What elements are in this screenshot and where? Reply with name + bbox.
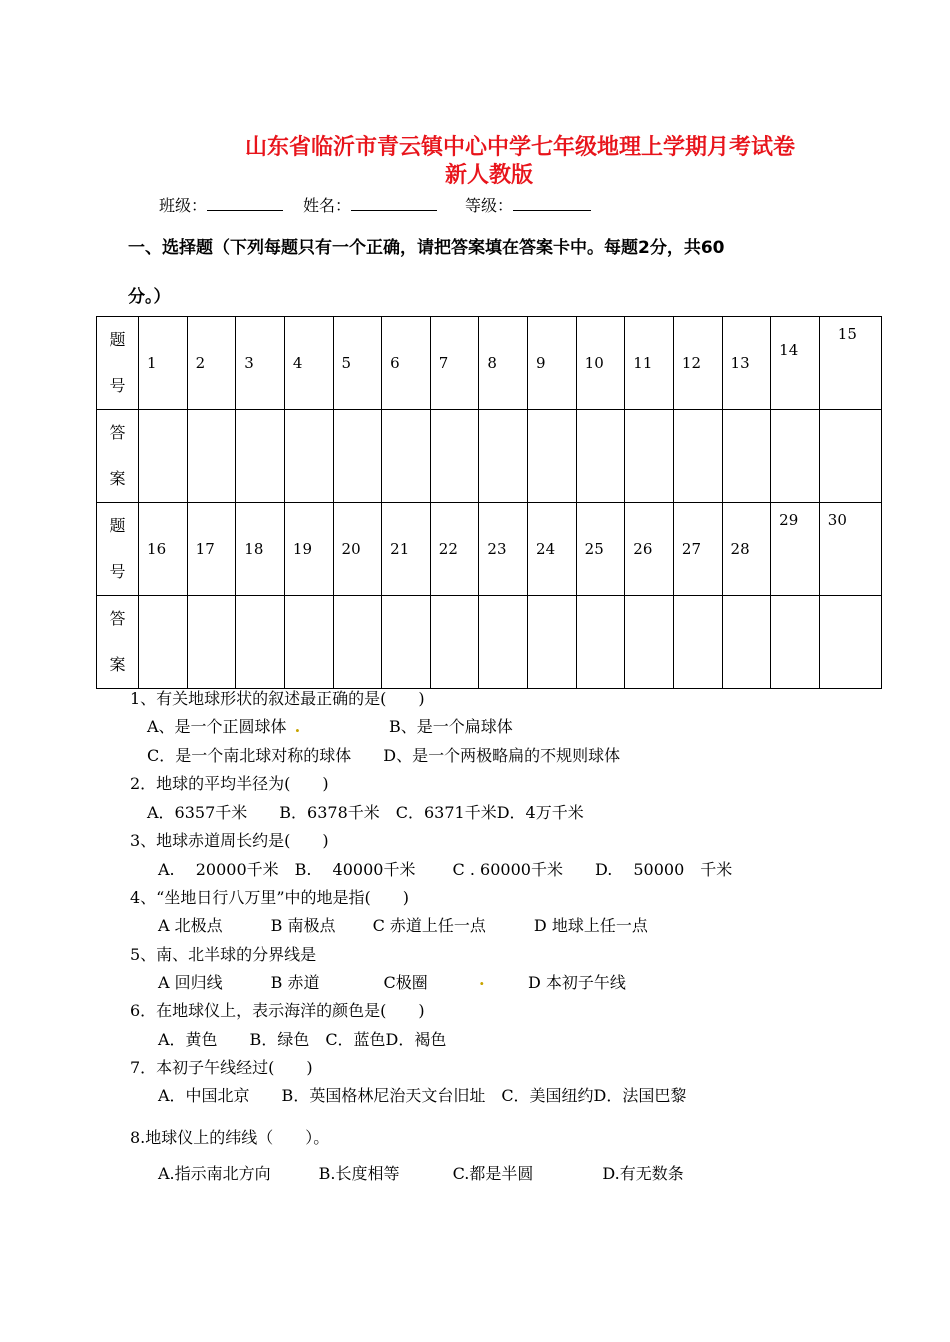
question-number-cell: 2 <box>187 317 236 410</box>
question-7: 7．本初子午线经过( ) <box>130 1058 313 1077</box>
document-subtitle: 新人教版 <box>444 162 533 188</box>
answer-cell[interactable] <box>382 410 431 503</box>
question-2-options: A．6357千米 B．6378千米 C．6371千米D．4万千米 <box>147 803 584 822</box>
question-number-cell: 19 <box>284 503 333 596</box>
question-number-cell: 23 <box>479 503 528 596</box>
question-number-cell: 7 <box>430 317 479 410</box>
answer-cell[interactable] <box>382 596 431 689</box>
question-number-cell: 13 <box>722 317 771 410</box>
answer-table <box>96 316 882 689</box>
question-3-options: A. 20000千米 B. 40000千米 C . 60000千米 D. 50000 千米 <box>158 860 733 879</box>
answer-cell[interactable] <box>771 410 820 503</box>
name-label: 姓名： <box>303 196 352 215</box>
question-4-options: A 北极点 B 南极点 C 赤道上任一点 D 地球上任一点 <box>158 916 648 935</box>
question-6: 6．在地球仪上，表示海洋的颜色是( ) <box>130 1001 425 1020</box>
question-number-cell: 10 <box>576 317 625 410</box>
answer-cell[interactable] <box>771 596 820 689</box>
answer-cell[interactable] <box>479 596 528 689</box>
question-number-cell: 12 <box>673 317 722 410</box>
question-7-options: A．中国北京 B．英国格林尼治天文台旧址 C．美国纽约D．法国巴黎 <box>158 1086 687 1105</box>
question-number-cell: 22 <box>430 503 479 596</box>
question-4: 4、“坐地日行八万里”中的地是指( ) <box>130 888 410 907</box>
grade-blank[interactable] <box>513 196 591 211</box>
section-heading-cont: 分。） <box>128 287 171 307</box>
question-number-cell: 4 <box>284 317 333 410</box>
answer-cell[interactable] <box>576 410 625 503</box>
question-5: 5、南、北半球的分界线是 <box>130 945 317 964</box>
answer-cell[interactable] <box>284 410 333 503</box>
dot-mark: . <box>294 717 301 736</box>
answer-cell[interactable] <box>187 596 236 689</box>
question-number-cell: 28 <box>722 503 771 596</box>
question-5-option-d: D 本初子午线 <box>528 973 626 992</box>
answer-cell[interactable] <box>528 596 577 689</box>
table-row <box>97 596 882 689</box>
question-6-options: A．黄色 B．绿色 C．蓝色D．褐色 <box>158 1030 447 1049</box>
answer-cell[interactable] <box>139 596 188 689</box>
question-number-header: 题 号 <box>97 317 139 410</box>
answer-cell[interactable] <box>819 410 881 503</box>
answer-cell[interactable] <box>819 596 881 689</box>
question-number-cell: 29 <box>771 503 820 596</box>
answer-cell[interactable] <box>576 596 625 689</box>
question-8: 8.地球仪上的纬线（ ）。 <box>130 1128 330 1147</box>
student-info-line <box>159 193 591 216</box>
question-number-cell: 25 <box>576 503 625 596</box>
answer-header: 答 案 <box>97 410 139 503</box>
question-1: 1、有关地球形状的叙述最正确的是( ) <box>130 689 425 708</box>
answer-cell[interactable] <box>284 596 333 689</box>
answer-cell[interactable] <box>722 596 771 689</box>
answer-cell[interactable] <box>333 596 382 689</box>
question-number-header: 题 号 <box>97 503 139 596</box>
class-label: 班级： <box>159 196 208 215</box>
question-number-cell: 11 <box>625 317 674 410</box>
grade-label: 等级： <box>465 196 514 215</box>
answer-cell[interactable] <box>236 596 285 689</box>
dot-mark: . <box>479 970 485 989</box>
question-number-cell: 17 <box>187 503 236 596</box>
answer-cell[interactable] <box>673 596 722 689</box>
table-row <box>97 410 882 503</box>
answer-cell[interactable] <box>625 410 674 503</box>
question-number-cell: 20 <box>333 503 382 596</box>
question-number-cell: 16 <box>139 503 188 596</box>
name-blank[interactable] <box>351 196 437 211</box>
answer-header: 答 案 <box>97 596 139 689</box>
answer-cell[interactable] <box>187 410 236 503</box>
question-number-cell: 27 <box>673 503 722 596</box>
question-number-cell: 26 <box>625 503 674 596</box>
class-blank[interactable] <box>207 196 283 211</box>
answer-cell[interactable] <box>625 596 674 689</box>
answer-cell[interactable] <box>430 596 479 689</box>
table-row <box>97 503 882 596</box>
question-number-cell: 9 <box>528 317 577 410</box>
answer-cell[interactable] <box>236 410 285 503</box>
question-number-cell: 1 <box>139 317 188 410</box>
question-8-options: A.指示南北方向 B.长度相等 C.都是半圆 D.有无数条 <box>158 1164 684 1183</box>
question-3: 3、地球赤道周长约是( ) <box>130 831 329 850</box>
question-number-cell: 15 <box>819 317 881 410</box>
question-1-options-cd: C．是一个南北球对称的球体 D、是一个两极略扁的不规则球体 <box>147 746 621 765</box>
answer-cell[interactable] <box>673 410 722 503</box>
document-title: 山东省临沂市青云镇中心中学七年级地理上学期月考试卷 <box>244 134 795 160</box>
question-number-cell: 3 <box>236 317 285 410</box>
question-2: 2．地球的平均半径为( ) <box>130 774 329 793</box>
question-number-cell: 5 <box>333 317 382 410</box>
question-number-cell: 14 <box>771 317 820 410</box>
answer-cell[interactable] <box>528 410 577 503</box>
answer-cell[interactable] <box>722 410 771 503</box>
question-number-cell: 6 <box>382 317 431 410</box>
question-1-option-b: B、是一个扁球体 <box>389 717 513 736</box>
answer-cell[interactable] <box>333 410 382 503</box>
question-number-cell: 8 <box>479 317 528 410</box>
table-row <box>97 317 882 410</box>
question-number-cell: 18 <box>236 503 285 596</box>
question-number-cell: 24 <box>528 503 577 596</box>
answer-cell[interactable] <box>479 410 528 503</box>
section-heading: 一、选择题（下列每题只有一个正确，请把答案填在答案卡中。每题2分，共60 <box>128 238 725 258</box>
question-number-cell: 30 <box>819 503 881 596</box>
question-5-options-abc: A 回归线 B 赤道 C极圈 <box>158 973 428 992</box>
answer-cell[interactable] <box>139 410 188 503</box>
answer-cell[interactable] <box>430 410 479 503</box>
question-1-option-a: A、是一个正圆球体 . <box>147 717 301 736</box>
question-number-cell: 21 <box>382 503 431 596</box>
